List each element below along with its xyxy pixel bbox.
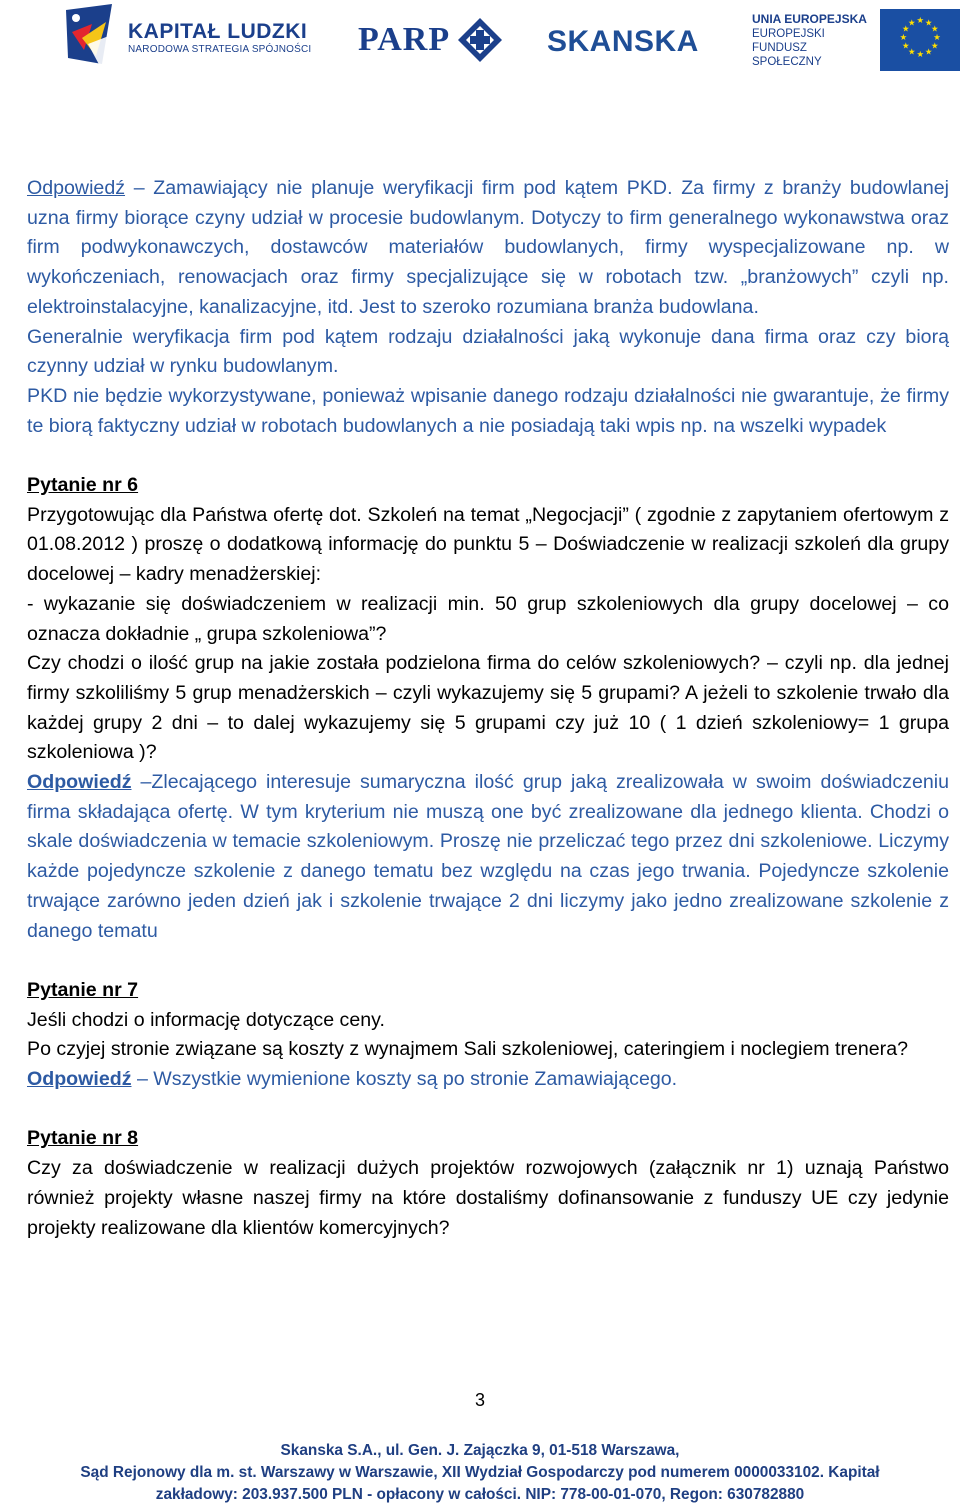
eu-flag-icon [880, 9, 960, 71]
eu-subtitle-2: FUNDUSZ SPOŁECZNY [752, 41, 822, 68]
footer-line-2: Sąd Rejonowy dla m. st. Warszawy w Warszawie, XII Wydział Gospodarczy pod numerem 0000033102. Kapitał [80, 1464, 880, 1481]
question-6-text-1: Przygotowując dla Państwa ofertę dot. Szkoleń na temat „Negocjacji” ( zgodnie z zapytaniem ofertowym z 01.08.2012 ) proszę o dodatkową informację do punktu 5 – Doświadczenie w realizacji szkoleń dla grupy docelowej – kadry menadżerskiej: [27, 503, 949, 586]
question-8-heading: Pytanie nr 8 [27, 1127, 139, 1150]
answer-paragraph-3: PKD nie będzie wykorzystywane, ponieważ wpisanie danego rodzaju działalności nie gwarantuje, że firmy te biorą faktyczny udział w robotach budowlanych a nie posiadają taki wpis np. na wszelki wypadek [27, 384, 949, 437]
kapital-ludzki-logo-icon [62, 4, 120, 72]
question-6-text-2: - wykazanie się doświadczeniem w realizacji min. 50 grup szkoleniowych dla grupy docelowej – co oznacza dokładnie „ grupa szkoleniowa”? [27, 592, 949, 645]
spacer [27, 1095, 949, 1125]
svg-text:★: ★ [916, 15, 924, 26]
question-6-answer [27, 768, 949, 946]
svg-text:★: ★ [930, 40, 939, 51]
svg-text:★: ★ [924, 17, 932, 28]
letterhead [0, 0, 960, 80]
svg-text:★: ★ [924, 46, 932, 57]
answer-text: – Wszystkie wymienione koszty są po stronie Zamawiającego. [131, 1068, 678, 1091]
parp-logo [358, 14, 504, 66]
parp-text: PARP [358, 21, 451, 58]
footer [0, 1440, 960, 1506]
svg-text:★: ★ [907, 17, 916, 28]
svg-text:★: ★ [930, 23, 939, 34]
answer-label: Odpowiedź [27, 1068, 132, 1091]
eu-subtitle-1: EUROPEJSKI [752, 27, 825, 40]
spacer [27, 946, 949, 976]
question-6-heading: Pytanie nr 6 [27, 474, 139, 497]
question-7-text-1: Jeśli chodzi o informację dotyczące ceny. [27, 1008, 385, 1031]
question-8-text: Czy za doświadczenie w realizacji dużych projektów rozwojowych (załącznik nr 1) uznają Państwo również projekty własne naszej firmy na które dostaliśmy dofinansowanie z funduszy UE czy jedynie projekty realizowane dla klientów komercyjnych? [27, 1157, 949, 1239]
eu-title: UNIA EUROPEJSKA [752, 11, 867, 26]
question-7-text-2: Po czyjej stronie związane są koszty z wynajmem Sali szkoleniowej, cateringiem i noclegiem trenera? [27, 1038, 909, 1061]
answer-paragraph-2: Generalnie weryfikacja firm pod kątem rodzaju działalności jaką wykonuje dana firma oraz czy biorą czynny udział w rynku budowlanym. [27, 325, 949, 378]
skanska-logo [547, 22, 699, 62]
page-number: 3 [474, 1390, 485, 1410]
svg-text:★: ★ [907, 46, 916, 57]
kapital-ludzki-logo [62, 4, 311, 72]
footer-line-1: Skanska S.A., ul. Gen. J. Zajączka 9, 01-518 Warszawa, [280, 1442, 680, 1459]
question-6-text-3: Czy chodzi o ilość grup na jakie została podzielona firma do celów szkoleniowych? – czyli np. dla jednej firmy szkoliliśmy 5 grup menadżerskich – czyli wykazujemy się 5 grupami? A jeżeli to szkolenie trwało dla każdej grupy 2 dni – to dalej wykazujemy się 5 grupami czy już 10 ( 1 dzień szkoleniowy= 1 grupa szkoleniowa )? [27, 652, 949, 764]
answer-text: – Zamawiający nie planuje weryfikacji firm pod kątem PKD. Za firmy z branży budowlanej uzna firmy biorące czyny udział w procesie budowlanym. Dotyczy to firm generalnego wykonawstwa oraz firm podwykonawczych, dostawców materiałów budowlanych, firmy wyspecjalizowane np. w wykończeniach, renowacjach oraz firmy specjalizujące się w robotach tzw. „branżowych” czyli np. elektroinstalacyjne, kanalizacyjne, itd. Jest to szeroko rozumiana branża budowlana. [27, 177, 949, 318]
question-7-answer [27, 1065, 949, 1095]
kapital-ludzki-title: KAPITAŁ LUDZKI [128, 20, 308, 43]
question-7-heading: Pytanie nr 7 [27, 978, 139, 1001]
kapital-ludzki-subtitle: NARODOWA STRATEGIA SPÓJNOŚCI [128, 44, 312, 55]
parp-logo-icon [456, 16, 504, 64]
spacer [27, 441, 949, 471]
svg-text:★: ★ [901, 23, 910, 34]
answer-label: Odpowiedź [27, 771, 132, 794]
document-body [27, 174, 949, 1243]
answer-text: –Zlecającego interesuje sumaryczna ilość grup jaką zrealizowała w swoim doświadczeniu firma składająca ofertę. W tym kryterium nie muszą one być zrealizowane dla jednego klienta. Chodzi o skale doświadczenia w temacie szkoleniowym. Proszę nie przeliczać tego przez dni szkoleniowe. Liczymy każde pojedyncze szkolenie z danego tematu bez względu na czas jego trwania. Pojedyncze szkolenie trwające zarówno jeden dzień jak i szkolenie trwające 2 dni liczymy jako jedno zrealizowane szkolenie z danego tematu [27, 771, 949, 942]
svg-text:★: ★ [932, 32, 941, 42]
answer-paragraph-1 [27, 174, 949, 323]
svg-text:★: ★ [901, 40, 910, 51]
svg-text:★: ★ [899, 32, 907, 42]
eu-logo [752, 8, 960, 72]
answer-label: Odpowiedź [27, 177, 126, 199]
footer-line-3: zakładowy: 203.937.500 PLN - opłacony w całości. NIP: 778-00-01-070, Regon: 630782880 [155, 1486, 805, 1503]
svg-text:★: ★ [916, 48, 924, 59]
skanska-text: SKANSKA [547, 25, 699, 58]
